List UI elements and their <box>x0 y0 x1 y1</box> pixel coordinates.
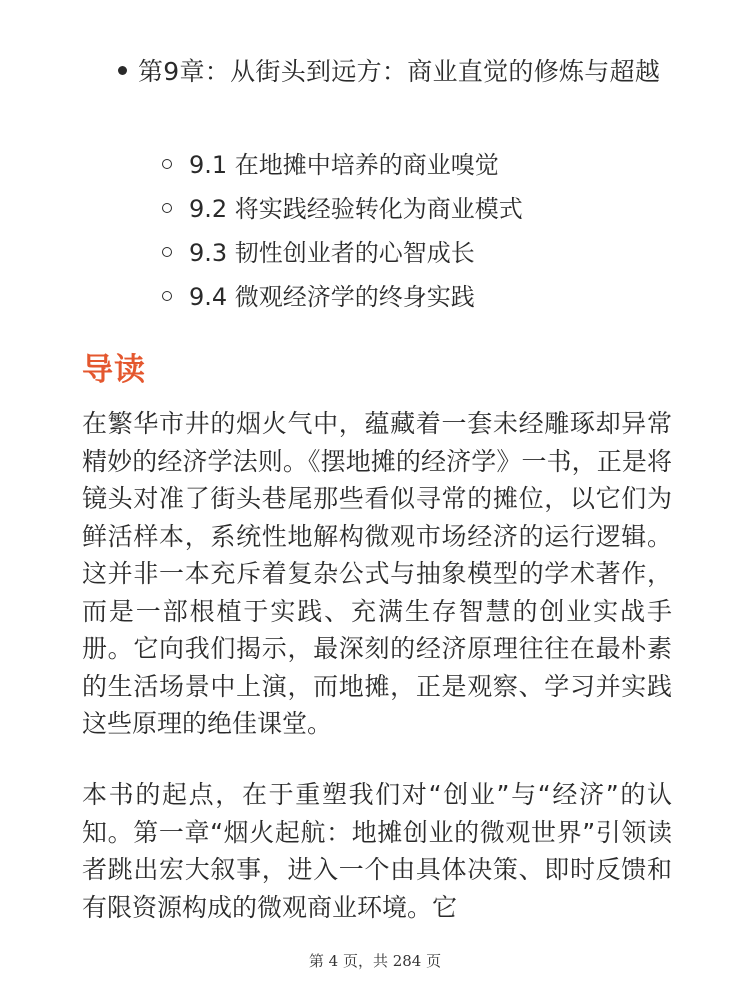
bullet-icon <box>118 66 127 75</box>
chapter-list-item <box>118 52 688 92</box>
intro-paragraph: 在繁华市井的烟火气中，蕴藏着一套未经雕琢却异常精妙的经济学法则。《摆地摊的经济学》一书，正是将镜头对准了街头巷尾那些看似寻常的摊位，以它们为鲜活样本，系统性地解构微观市场经济的运行逻辑。这并非一本充斥着复杂公式与抽象模型的学术著作，而是一部根植于实践、充满生存智慧的创业实战手册。它向我们揭示，最深刻的经济原理往往在最朴素的生活场景中上演，而地摊，正是观察、学习并实践这些原理的绝佳课堂。 <box>82 409 672 738</box>
intro-heading: 导读 <box>82 352 146 388</box>
section-list <box>162 143 682 319</box>
chapter-title: 第9章：从街头到远方：商业直觉的修炼与超越 <box>138 57 661 86</box>
intro-paragraph: 本书的起点，在于重塑我们对“创业”与“经济”的认知。第一章“烟火起航：地摊创业的微观世界”引领读者跳出宏大叙事，进入一个由具体决策、即时反馈和有限资源构成的微观商业环境。它 <box>82 780 672 922</box>
section-label: 9.4 微观经济学的终身实践 <box>189 283 475 311</box>
circle-bullet-icon <box>162 159 172 169</box>
chapter-entry <box>118 52 688 92</box>
section-item <box>162 143 682 187</box>
circle-bullet-icon <box>162 291 172 301</box>
page-number: 第 4 页，共 284 页 <box>308 952 442 970</box>
circle-bullet-icon <box>162 203 172 213</box>
circle-bullet-icon <box>162 247 172 257</box>
section-item <box>162 275 682 319</box>
section-label: 9.1 在地摊中培养的商业嗅觉 <box>189 151 499 179</box>
section-item <box>162 187 682 231</box>
section-item <box>162 231 682 275</box>
section-label: 9.3 韧性创业者的心智成长 <box>189 239 475 267</box>
section-label: 9.2 将实践经验转化为商业模式 <box>189 195 523 223</box>
